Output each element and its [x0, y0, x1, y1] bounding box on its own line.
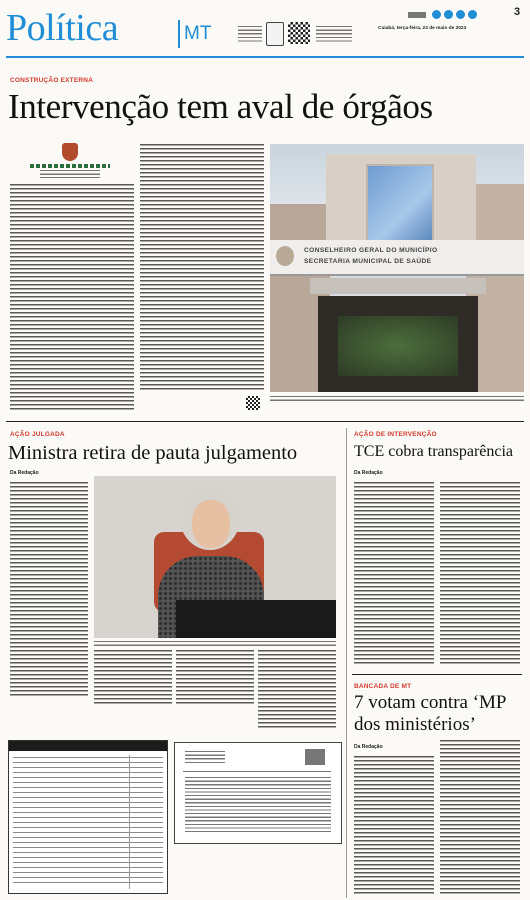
seal-caption-text — [40, 170, 100, 178]
right-top-headline: TCE cobra transparência — [354, 443, 514, 460]
canopy — [310, 278, 486, 294]
qr-code-icon — [246, 396, 260, 410]
table-header — [9, 741, 167, 751]
building-window — [366, 164, 434, 244]
right-top-kicker: AÇÃO DE INTERVENÇÃO — [354, 431, 437, 438]
article-text — [10, 482, 88, 696]
top-story-headline: Intervenção tem aval de órgãos — [8, 87, 433, 126]
right-bottom-byline: Da Redação — [354, 744, 383, 750]
municipal-seal — [62, 143, 78, 161]
top-story-kicker: CONSTRUÇÃO EXTERNA — [10, 77, 94, 84]
article-text — [258, 650, 336, 730]
table-rows — [13, 757, 163, 887]
right-bottom-headline: 7 votam contra ‘MP dos ministérios’ — [354, 692, 506, 735]
date-line: Cuiabá, terça-feira, 23 de maio de 2023 — [378, 26, 467, 31]
article-text — [354, 756, 434, 896]
section-subtitle: MT — [184, 23, 212, 44]
left-story-headline: Ministra retira de pauta julgamento — [8, 442, 298, 464]
sign-emblem — [276, 246, 294, 266]
article-text — [440, 740, 520, 896]
promo-text — [316, 26, 352, 42]
right-top-byline: Da Redação — [354, 470, 383, 476]
seal-caption-rule — [30, 164, 110, 168]
left-story-byline: Da Redação — [10, 470, 39, 476]
section-title: Política — [6, 7, 119, 49]
table-col-divider — [129, 755, 130, 889]
photo-caption — [94, 641, 336, 646]
twitter-icon — [456, 10, 465, 19]
legal-notice-box — [174, 742, 342, 844]
page-number: 3 — [514, 6, 521, 18]
article-text — [440, 482, 520, 666]
qr-code-icon — [288, 22, 310, 44]
notice-title — [185, 751, 225, 765]
masthead — [6, 4, 526, 56]
promo-text — [238, 26, 262, 42]
section-divider — [178, 20, 180, 48]
section-rule — [6, 421, 524, 422]
promo-icon — [266, 22, 284, 46]
column-divider — [346, 428, 347, 898]
article-text — [94, 650, 172, 706]
minister-photo — [94, 476, 336, 638]
instagram-icon — [444, 10, 453, 19]
section-rule — [352, 674, 522, 675]
entrance — [318, 296, 478, 392]
building-sign — [270, 240, 524, 276]
right-bottom-kicker: BANCADA DE MT — [354, 683, 412, 690]
article-text — [10, 184, 134, 410]
building-photo — [270, 144, 524, 392]
left-story-kicker: AÇÃO JULGADA — [10, 431, 65, 438]
logo-mark — [408, 12, 426, 18]
social-icons — [408, 10, 488, 20]
monitor — [176, 600, 336, 638]
youtube-icon — [468, 10, 477, 19]
article-text — [140, 144, 264, 392]
article-text — [354, 482, 434, 666]
sign-line-1: CONSELHEIRO GERAL DO MUNICÍPIO — [304, 247, 438, 254]
sign-line-2: SECRETARIA MUNICIPAL DE SAÚDE — [304, 258, 432, 265]
header-rule — [6, 56, 524, 58]
data-table-box — [8, 740, 168, 894]
notice-divider — [183, 771, 331, 772]
article-text — [176, 650, 254, 706]
entrance-reflection — [338, 316, 458, 376]
person-face — [192, 500, 230, 548]
notice-body — [185, 777, 331, 833]
photo-caption — [270, 396, 524, 401]
notice-emblem — [305, 749, 325, 765]
facebook-icon — [432, 10, 441, 19]
